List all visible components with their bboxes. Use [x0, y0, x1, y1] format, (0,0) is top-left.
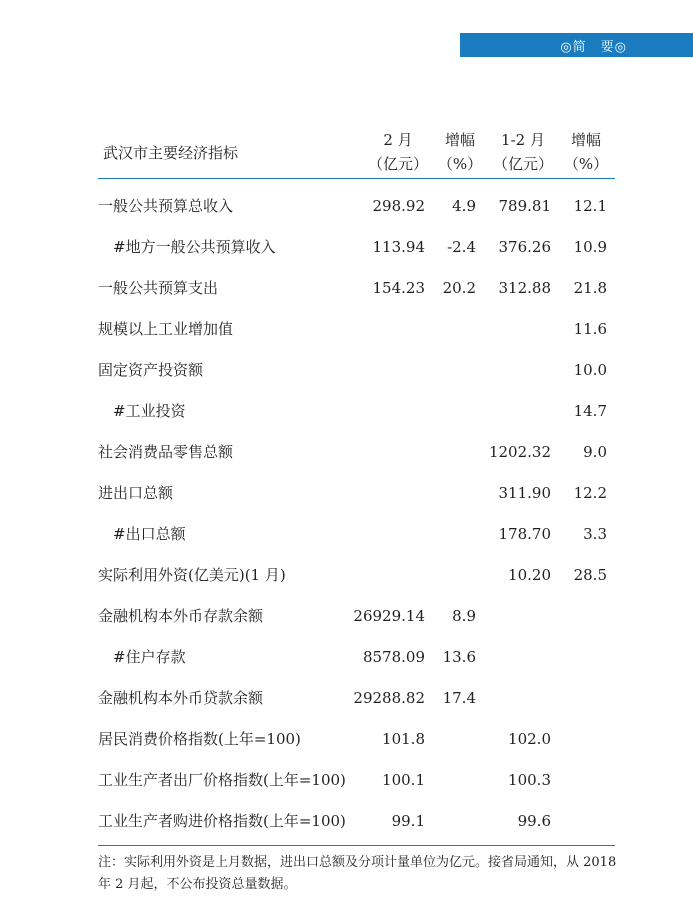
row-value-col1: 99.1: [391, 812, 425, 830]
header-line2: （%）: [437, 155, 483, 173]
row-value-col1: 8578.09: [362, 648, 425, 666]
row-label: 一般公共预算总收入: [98, 197, 234, 215]
footnote: 注：实际利用外资是上月数据，进出口总额及分项计量单位为亿元。接省局通知，从 2018 年 2 月起，不公布投资总量数据。: [98, 855, 617, 892]
row-value-col4: 11.6: [573, 320, 607, 338]
row-value-col4: 9.0: [583, 443, 607, 461]
row-value-col3: 312.88: [498, 279, 551, 297]
row-value-col1: 298.92: [372, 197, 425, 215]
table-row: [0, 276, 693, 300]
header-feb-growth: [434, 128, 486, 176]
row-label: 实际利用外资(亿美元)(1 月): [98, 566, 286, 584]
table-row: [0, 563, 693, 587]
row-value-col1: 26929.14: [353, 607, 425, 625]
header-line2: （亿元）: [367, 155, 428, 173]
row-value-col1: 29288.82: [353, 689, 425, 707]
row-value-col3: 789.81: [498, 197, 551, 215]
section-banner-text: ◎简 要◎: [560, 39, 627, 55]
row-value-col1: 154.23: [372, 279, 425, 297]
table-title: 武汉市主要经济指标: [103, 144, 239, 162]
row-value-col4: 3.3: [583, 525, 607, 543]
table-row: [0, 194, 693, 218]
row-value-col4: 14.7: [573, 402, 607, 420]
header-jan-feb-amount: [487, 128, 559, 176]
row-label: 工业生产者购进价格指数(上年=100): [98, 812, 346, 830]
table-row: [0, 768, 693, 792]
row-value-col3: 10.20: [508, 566, 551, 584]
table-row: [0, 440, 693, 464]
row-value-col3: 99.6: [517, 812, 551, 830]
row-label: #工业投资: [113, 402, 186, 420]
row-value-col4: 10.0: [573, 361, 607, 379]
row-value-col2: 20.2: [442, 279, 476, 297]
row-label: 金融机构本外币贷款余额: [98, 689, 264, 707]
row-label: 一般公共预算支出: [98, 279, 219, 297]
row-label: 居民消费价格指数(上年=100): [98, 730, 301, 748]
row-value-col3: 100.3: [508, 771, 551, 789]
row-label: #地方一般公共预算收入: [113, 238, 276, 256]
row-value-col3: 1202.32: [488, 443, 551, 461]
header-line1: 增幅: [444, 131, 475, 149]
row-value-col1: 101.8: [382, 730, 425, 748]
table-row: [0, 809, 693, 833]
row-value-col4: 12.2: [573, 484, 607, 502]
header-line2: （亿元）: [492, 155, 553, 173]
row-value-col2: 13.6: [442, 648, 476, 666]
row-value-col3: 311.90: [498, 484, 551, 502]
row-label: 固定资产投资额: [98, 361, 204, 379]
table-row: [0, 727, 693, 751]
header-rule: [98, 178, 615, 179]
row-value-col4: 12.1: [573, 197, 607, 215]
row-label: 进出口总额: [98, 484, 174, 502]
row-value-col3: 376.26: [498, 238, 551, 256]
table-row: [0, 604, 693, 628]
table-row: [0, 358, 693, 382]
header-line1: 增幅: [570, 131, 601, 149]
table-row: [0, 235, 693, 259]
header-line1: 2 月: [383, 131, 413, 149]
row-label: 社会消费品零售总额: [98, 443, 234, 461]
row-value-col4: 21.8: [573, 279, 607, 297]
row-value-col4: 10.9: [573, 238, 607, 256]
table-row: [0, 481, 693, 505]
header-line2: （%）: [563, 155, 609, 173]
section-banner: [460, 33, 693, 57]
row-value-col3: 178.70: [498, 525, 551, 543]
table-row: [0, 522, 693, 546]
row-label: 规模以上工业增加值: [98, 320, 234, 338]
header-line1: 1-2 月: [501, 131, 545, 149]
row-value-col2: 4.9: [452, 197, 476, 215]
row-value-col2: 17.4: [442, 689, 476, 707]
row-value-col1: 113.94: [372, 238, 425, 256]
table-row: [0, 686, 693, 710]
footer-rule: [98, 845, 615, 846]
row-label: #住户存款: [113, 648, 186, 666]
row-value-col1: 100.1: [382, 771, 425, 789]
table-row: [0, 399, 693, 423]
row-label: 工业生产者出厂价格指数(上年=100): [98, 771, 346, 789]
header-jan-feb-growth: [560, 128, 612, 176]
header-feb-amount: [362, 128, 434, 176]
row-value-col4: 28.5: [573, 566, 607, 584]
table-row: [0, 317, 693, 341]
row-label: #出口总额: [113, 525, 186, 543]
row-value-col2: -2.4: [447, 238, 476, 256]
row-value-col3: 102.0: [508, 730, 551, 748]
row-label: 金融机构本外币存款余额: [98, 607, 264, 625]
row-value-col2: 8.9: [452, 607, 476, 625]
table-row: [0, 645, 693, 669]
